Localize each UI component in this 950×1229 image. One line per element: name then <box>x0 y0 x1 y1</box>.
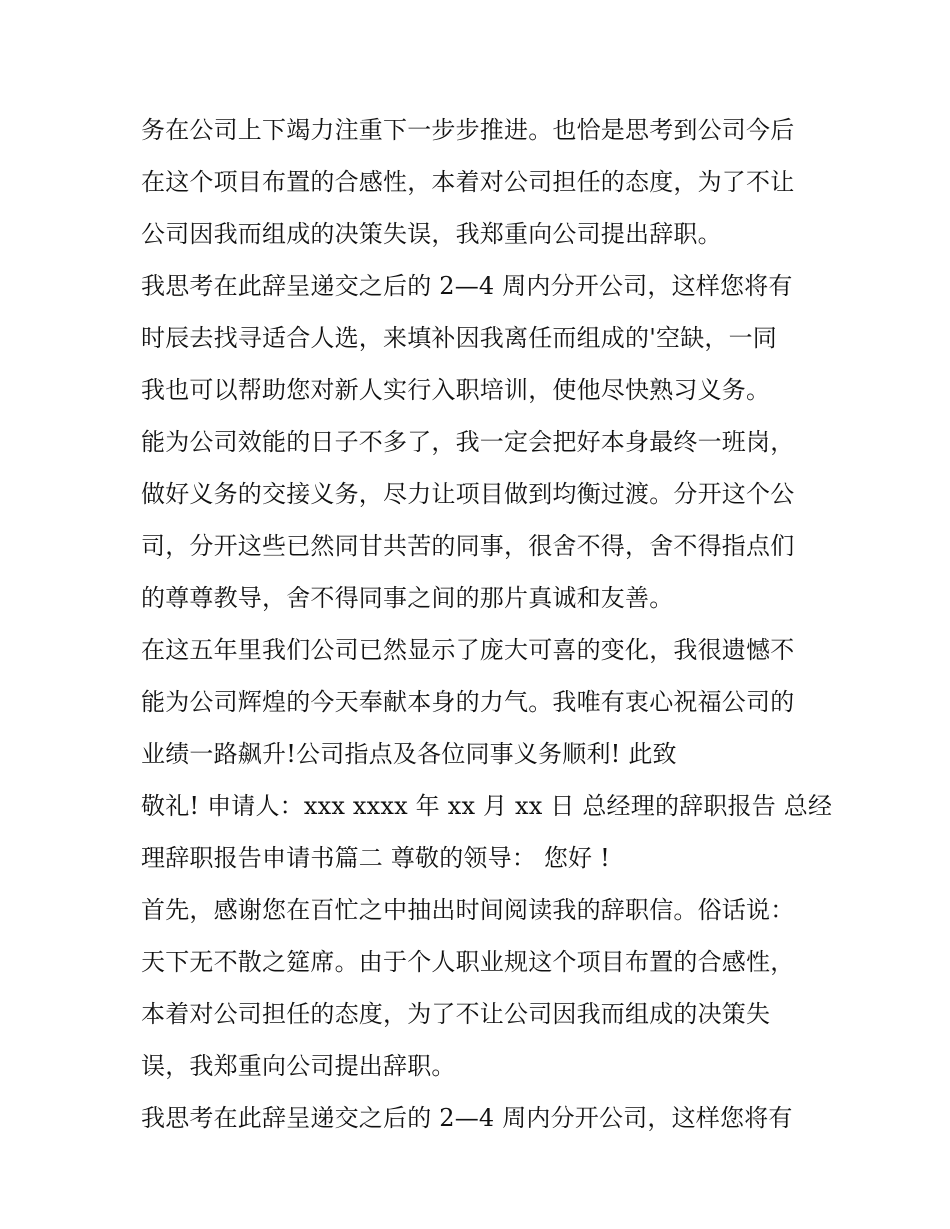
text-line: 敬礼! 申请人：xxx xxxx 年 xx 月 xx 日 总经理的辞职报告 总经 <box>141 792 833 820</box>
text-line: 能为公司辉煌的今天奉献本身的力气。我唯有衷心祝福公司的 <box>141 688 795 716</box>
text-line: 时辰去找寻适合人选，来填补因我离任而组成的'空缺，一同 <box>141 324 777 352</box>
text-line: 在这五年里我们公司已然显示了庞大可喜的变化，我很遗憾不 <box>141 636 795 664</box>
text-line: 公司因我而组成的决策失误，我郑重向公司提出辞职。 <box>141 220 722 248</box>
text-line: 在这个项目布置的合感性，本着对公司担任的态度，为了不让 <box>141 168 795 196</box>
text-line: 误，我郑重向公司提出辞职。 <box>141 1052 456 1080</box>
text-line: 天下无不散之筵席。由于个人职业规这个项目布置的合感性， <box>141 948 795 976</box>
text-line: 的尊尊教导，舍不得同事之间的那片真诚和友善。 <box>141 584 674 612</box>
text-line: 理辞职报告申请书篇二 尊敬的领导： 您好 ! <box>141 844 610 872</box>
text-line: 司，分开这些已然同甘共苦的同事，很舍不得，舍不得指点们 <box>141 532 795 560</box>
text-line: 我也可以帮助您对新人实行入职培训，使他尽快熟习义务。 <box>141 376 771 404</box>
text-line: 本着对公司担任的态度，为了不让公司因我而组成的决策失 <box>141 1000 771 1028</box>
text-line: 首先，感谢您在百忙之中抽出时间阅读我的辞职信。俗话说： <box>141 896 795 924</box>
text-line: 能为公司效能的日子不多了，我一定会把好本身最终一班岗， <box>141 428 795 456</box>
text-line: 我思考在此辞呈递交之后的 2—4 周内分开公司，这样您将有 <box>141 272 793 300</box>
document-body <box>141 104 833 1144</box>
text-line: 务在公司上下竭力注重下一步步推进。也恰是思考到公司今后 <box>141 116 795 144</box>
text-line: 做好义务的交接义务，尽力让项目做到均衡过渡。分开这个公 <box>141 480 795 508</box>
text-line: 业绩一路飙升!公司指点及各位同事义务顺利! 此致 <box>141 740 677 768</box>
text-line: 我思考在此辞呈递交之后的 2—4 周内分开公司，这样您将有 <box>141 1104 793 1132</box>
